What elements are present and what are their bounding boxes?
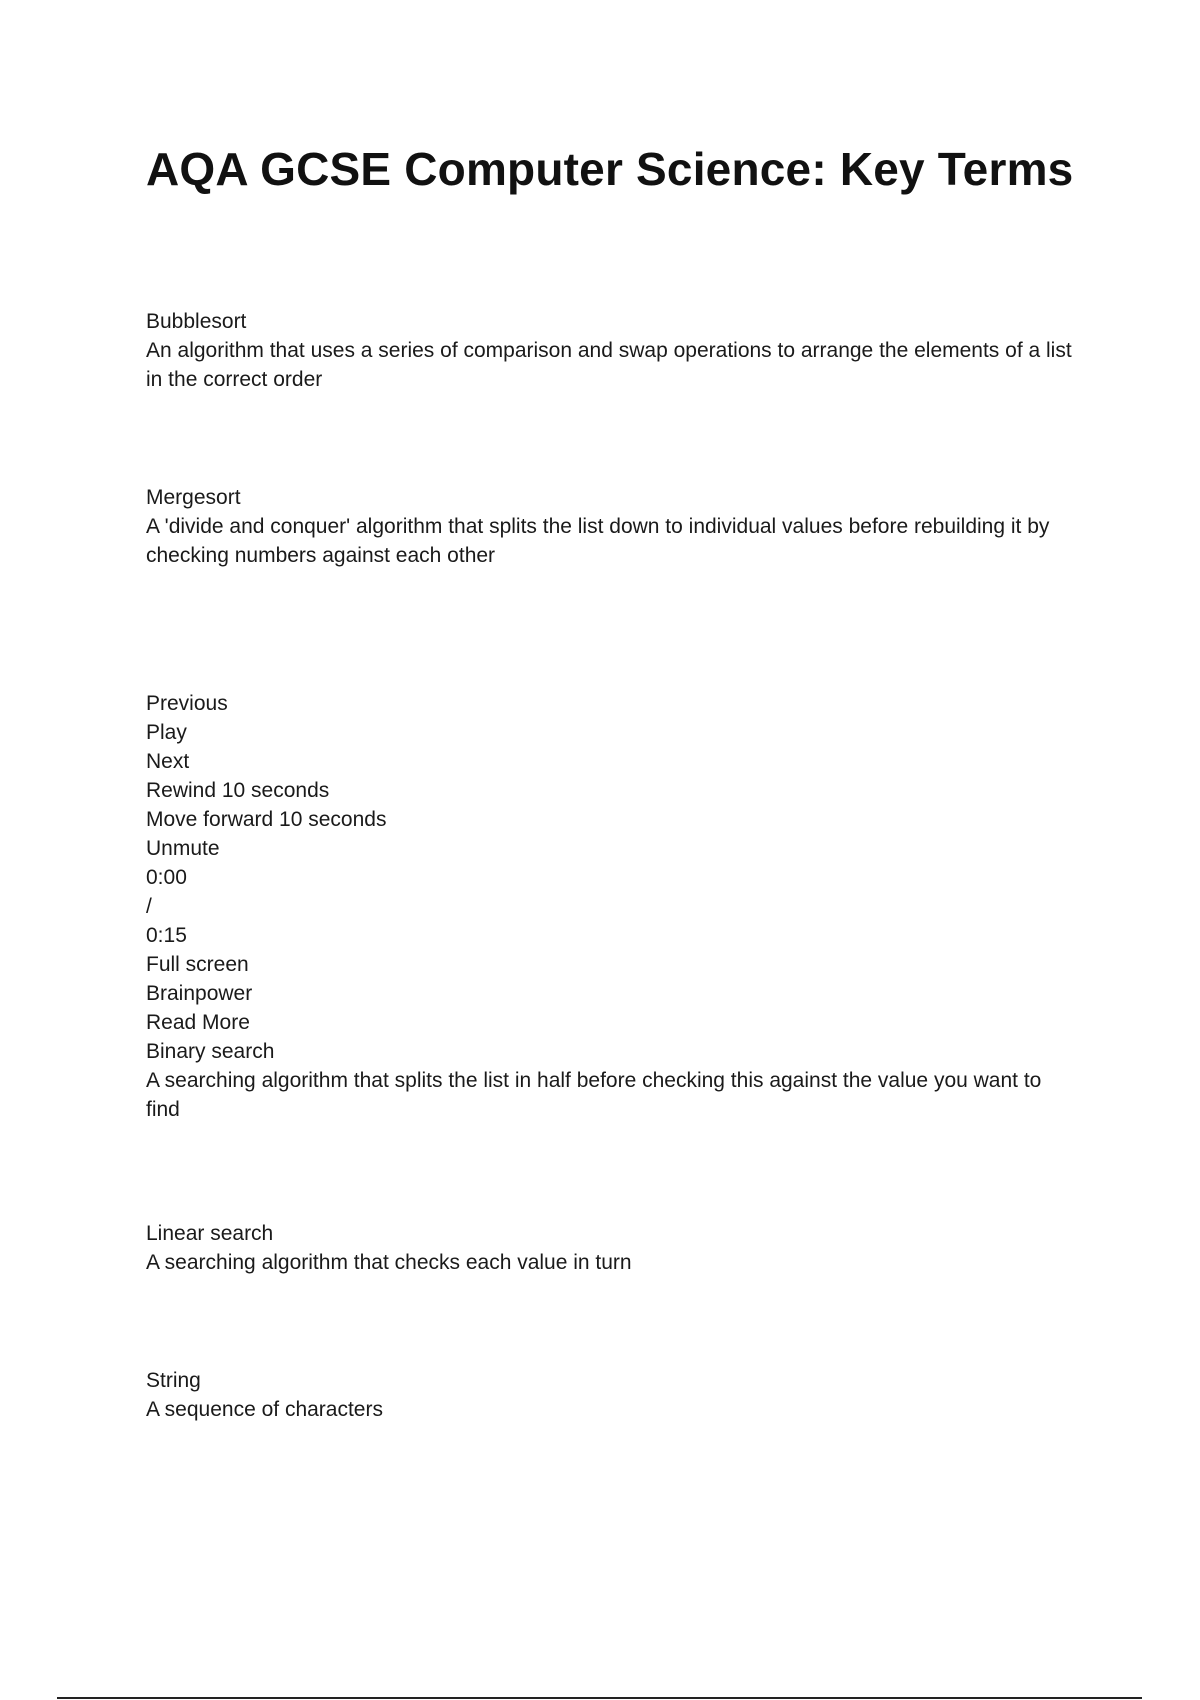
page-bottom-divider — [57, 1697, 1142, 1699]
term-name: Bubblesort — [146, 310, 247, 333]
term-definition: A searching algorithm that checks each value in turn — [146, 1251, 632, 1274]
fullscreen-button[interactable]: Full screen — [146, 953, 249, 976]
term-definition: A searching algorithm that splits the list in half before checking this against the value you want to find — [146, 1069, 1042, 1121]
time-separator: / — [146, 895, 152, 918]
previous-button[interactable]: Previous — [146, 692, 228, 715]
term-definition: A sequence of characters — [146, 1398, 383, 1421]
term-name: Mergesort — [146, 486, 241, 509]
term-mergesort — [146, 483, 1076, 570]
next-button[interactable]: Next — [146, 750, 190, 773]
term-linear-search — [146, 1219, 1076, 1277]
unmute-button[interactable]: Unmute — [146, 837, 220, 860]
term-bubblesort — [146, 307, 1076, 394]
term-name: Binary search — [146, 1040, 275, 1063]
brand-link[interactable]: Brainpower — [146, 982, 253, 1005]
term-name: String — [146, 1369, 201, 1392]
term-name: Linear search — [146, 1222, 274, 1245]
term-string — [146, 1366, 1076, 1424]
read-more-link[interactable]: Read More — [146, 1011, 250, 1034]
page-title: AQA GCSE Computer Science: Key Terms — [146, 143, 1074, 195]
media-player-and-binary-search — [146, 689, 1076, 1124]
forward-button[interactable]: Move forward 10 seconds — [146, 808, 387, 831]
current-time: 0:00 — [146, 866, 187, 889]
term-definition: A 'divide and conquer' algorithm that splits the list down to individual values before rebuilding it by checking numbers against each other — [146, 515, 1050, 567]
rewind-button[interactable]: Rewind 10 seconds — [146, 779, 330, 802]
duration: 0:15 — [146, 924, 187, 947]
term-definition: An algorithm that uses a series of comparison and swap operations to arrange the elements of a list in the correct order — [146, 339, 1072, 391]
play-button[interactable]: Play — [146, 721, 187, 744]
